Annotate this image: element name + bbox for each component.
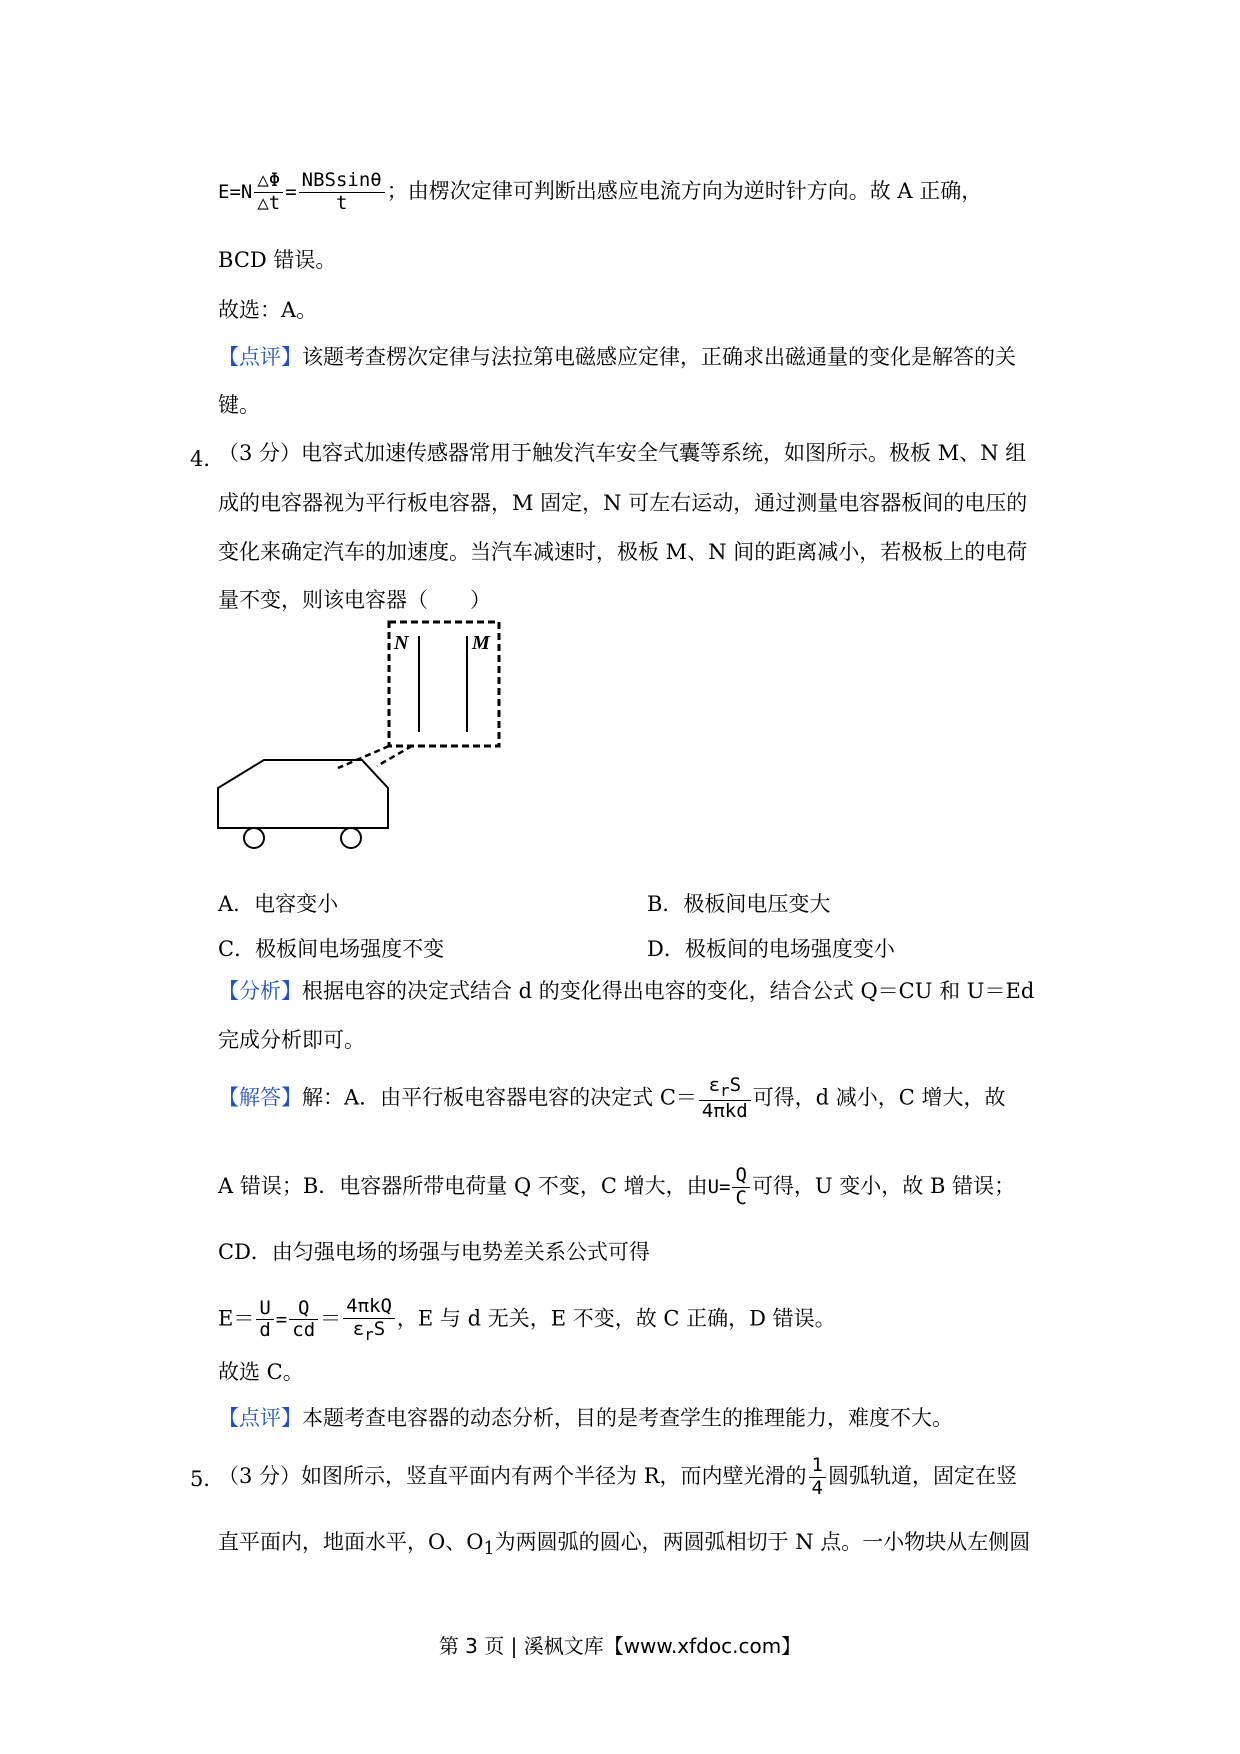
fraction-u-d: $\frac{U}{d}$ (256, 1298, 273, 1343)
analysis: 【分析】根据电容的决定式结合 d 的变化得出电容的变化，结合公式 Q＝CU 和 U＝Ed (218, 979, 1035, 1003)
question-number-4: 4． (190, 447, 225, 471)
question-4-line: （3 分）电容式加速传感器常用于触发汽车安全气囊等系统，如图所示。极板 M、N 组 (218, 441, 1027, 465)
question-number-5: 5． (190, 1467, 225, 1491)
answer-line-3: CD．由匀强电场的场强与电势差关系公式可得 (218, 1240, 650, 1264)
formula-text: ；由楞次定律可判断出感应电流方向为逆时针方向。故 A 正确， (386, 178, 983, 203)
fraction-q-cd: $\frac{Q}{cd}$ (289, 1298, 318, 1343)
car-body (218, 760, 388, 828)
answer-line-2: A 错误；B．电容器所带电荷量 Q 不变，C 增大，由U= $\frac{Q}{C}$ 可得，U 变小，故 B 错误； (218, 1164, 1016, 1209)
question-4-line: 变化来确定汽车的加速度。当汽车减速时，极板 M、N 间的距离减小，若极板上的电荷 (218, 540, 1028, 564)
fraction-dphi-dt: $\frac{\triangle\Phi}{\triangle t}$ (254, 170, 283, 215)
answer-line-5: 故选 C。 (218, 1360, 304, 1384)
fraction-field: $\frac{\text{4πkQ}}{\varepsilon_rS}$ (343, 1296, 395, 1344)
option-b: B．极板间电压变大 (647, 892, 831, 916)
car-capacitor-figure (212, 618, 512, 858)
formula-lhs: E=N (218, 180, 253, 203)
text-line: 键。 (218, 393, 260, 417)
text-line: BCD 错误。 (218, 248, 337, 272)
answer-line-1: 【解答】解：A．由平行板电容器电容的决定式 C＝ $\frac{\varepsilon_rS}{\text{4πkd}}$ 可得，d 减小，C 增大，故 (218, 1074, 1006, 1122)
question-5-line-1: （3 分）如图所示，竖直平面内有两个半径为 R，而内壁光滑的 $\frac{1}{4}$ 圆弧轨道，固定在竖 (218, 1454, 1017, 1499)
formula-line: E=N $\frac{\triangle\Phi}{\triangle t}$ = $\frac{\text{NBSsinθ}}{t}$ ；由楞次定律可判断出感应电流方向为逆时针方向。故 A 正确， (218, 169, 983, 214)
option-a: A．电容变小 (218, 892, 339, 916)
answer-tag: 【解答】 (218, 1085, 302, 1110)
page-footer: 第 3 页 | 溪枫文库【www.xfdoc.com】 (438, 1634, 802, 1658)
callout-line (377, 746, 412, 766)
analysis-tag: 【分析】 (218, 979, 302, 1003)
fraction-quarter: $\frac{1}{4}$ (809, 1455, 826, 1500)
text-line: 完成分析即可。 (218, 1028, 365, 1052)
fraction-q-c: $\frac{Q}{C}$ (732, 1165, 749, 1210)
review-tag: 【点评】 (218, 1406, 302, 1430)
question-5-line-2: 直平面内，地面水平，O、$O_1$为两圆弧的圆心，两圆弧相切于 N 点。一小物块从左侧圆 (218, 1530, 1031, 1560)
car-wheel (341, 828, 361, 848)
question-4-line: 成的电容器视为平行板电容器，M 固定，N 可左右运动，通过测量电容器板间的电压的 (218, 491, 1028, 515)
review-tag: 【点评】 (218, 345, 302, 369)
answer-line-4: E＝ $\frac{U}{d}$ = $\frac{Q}{cd}$ ＝ $\frac{\text{4πkQ}}{\varepsilon_rS}$ ，E 与 d 无关，E 不变，故 C 正确，D 错误。 (218, 1295, 836, 1344)
option-d: D．极板间的电场强度变小 (647, 937, 895, 961)
review-4: 【点评】本题考查电容器的动态分析，目的是考查学生的推理能力，难度不大。 (218, 1406, 953, 1430)
label-m: M (472, 632, 490, 654)
question-4-line: 量不变，则该电容器（ ） (218, 588, 491, 612)
review-3: 【点评】该题考查楞次定律与法拉第电磁感应定律，正确求出磁通量的变化是解答的关 (218, 345, 1016, 369)
fraction-capacitance: $\frac{\varepsilon_rS}{\text{4πkd}}$ (699, 1075, 751, 1123)
option-c: C．极板间电场强度不变 (218, 937, 445, 961)
label-n: N (394, 632, 409, 654)
fraction-nbssin: $\frac{\text{NBSsinθ}}{t}$ (299, 170, 385, 215)
car-wheel (244, 828, 264, 848)
text-line: 故选：A。 (218, 298, 318, 322)
